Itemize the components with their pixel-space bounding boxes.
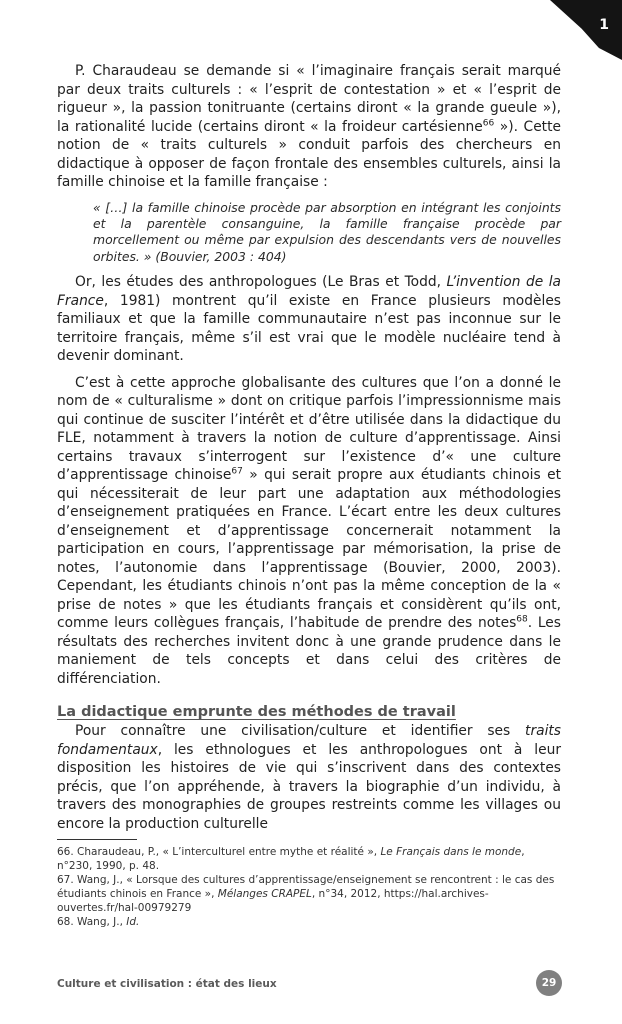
paragraph-3: C’est à cette approche globalisante des cultures que l’on a donné le nom de « culturalisme » dont on critique parfois l’impressionnisme mais qui continue de susciter l’intérêt et d’être utilisée dans la didactique du FLE, notamment à travers la notion de culture d’apprentissage. Ainsi certains travaux s’interrogent sur l’existence d’« une culture d’apprentissage chinoise$^{67}$ » qui serait propre aux étudiants chinois et qui nécessiterait de leur part une adaptation aux méthodologies d’enseignement pratiquées en France. L’écart entre les deux cultures d’enseignement et d’apprentissage concernerait notamment la participation en cours, l’apprentissage par mémorisation, la prise de notes, l’autonomie dans l’apprentissage (Bouvier, 2000, 2003). Cependant, les étudiants chinois n’ont pas la même conception de la « prise de notes » que les étudiants français et considèrent qu’ils ont, comme leurs collègues français, l’habitude de prendre des notes$^{68}$. Les résultats des recherches invitent donc à une grande prudence dans le maniement de tels concepts et dans celui des critères de différenciation. [57, 374, 561, 687]
footnote-ref-67[interactable]: 67 [231, 466, 243, 477]
footnotes [57, 839, 561, 929]
footnote-68: 68. Wang, J., Id. [57, 916, 140, 928]
chapter-tab [550, 0, 622, 60]
chapter-number: 1 [599, 17, 609, 33]
block-quote: « […] la famille chinoise procède par absorption en intégrant les conjoints et la parentèle consanguine, la famille française procède par morcellement ou même par expulsion des descendants vers de nouvelles orbites. » (Bouvier, 2003 : 404) [93, 199, 561, 264]
section-heading: La didactique emprunte des méthodes de travail [57, 704, 456, 721]
emphasis-text: traits fondamentaux [57, 723, 561, 758]
footnote-66: 66. Charaudeau, P., « L’interculturel entre mythe et réalité », Le Français dans le monde, n°230, 1990, p. 48. [57, 846, 525, 872]
book-title: L’invention de la France [57, 274, 561, 309]
paragraph-2: Or, les études des anthropologues (Le Bras et Todd, L’invention de la France, 1981) montrent qu’il existe en France plusieurs modèles familiaux et que la famille communautaire n’est pas inconnue sur le territoire français, même s’il est vrai que le modèle nucléaire tend à devenir dominant. [57, 274, 561, 365]
footnote-67: 67. Wang, J., « Lorsque des cultures d’apprentissage/enseignement se rencontrent : le cas des étudiants chinois en France », Mélanges CRAPEL, n°34, 2012, https://hal.archives-ouvertes.fr/hal-00979279 [57, 874, 555, 914]
page-number-badge: 29 [536, 970, 562, 996]
running-title: Culture et civilisation : état des lieux [57, 978, 277, 990]
footnote-ref-68[interactable]: 68 [516, 614, 528, 625]
paragraph-4: Pour connaître une civilisation/culture et identifier ses traits fondamentaux, les ethnologues et les anthropologues ont à leur disposition les histoires de vie qui s’inscrivent dans des contextes précis, que l’on appréhende, à travers la biographie d’un individu, à travers des monographies de groupes restreints comme les villages ou encore la production culturelle [57, 723, 561, 832]
footnote-ref-66[interactable]: 66 [482, 117, 495, 128]
footnote-rule [57, 839, 137, 840]
main-text [57, 62, 561, 841]
paragraph-1: P. Charaudeau se demande si « l’imaginaire français serait marqué par deux traits culturels : « l’esprit de contestation » et « l’esprit de rigueur », la passion tonitruante (certains diront « la grande gueule »), la rationalité lucide (certains diront « la froideur cartésienne$^{66}$ »). Cette notion de « traits culturels » conduit parfois des chercheurs en didactique à opposer de façon frontale des ensembles culturels, ainsi la famille chinoise et la famille française : [57, 63, 561, 190]
